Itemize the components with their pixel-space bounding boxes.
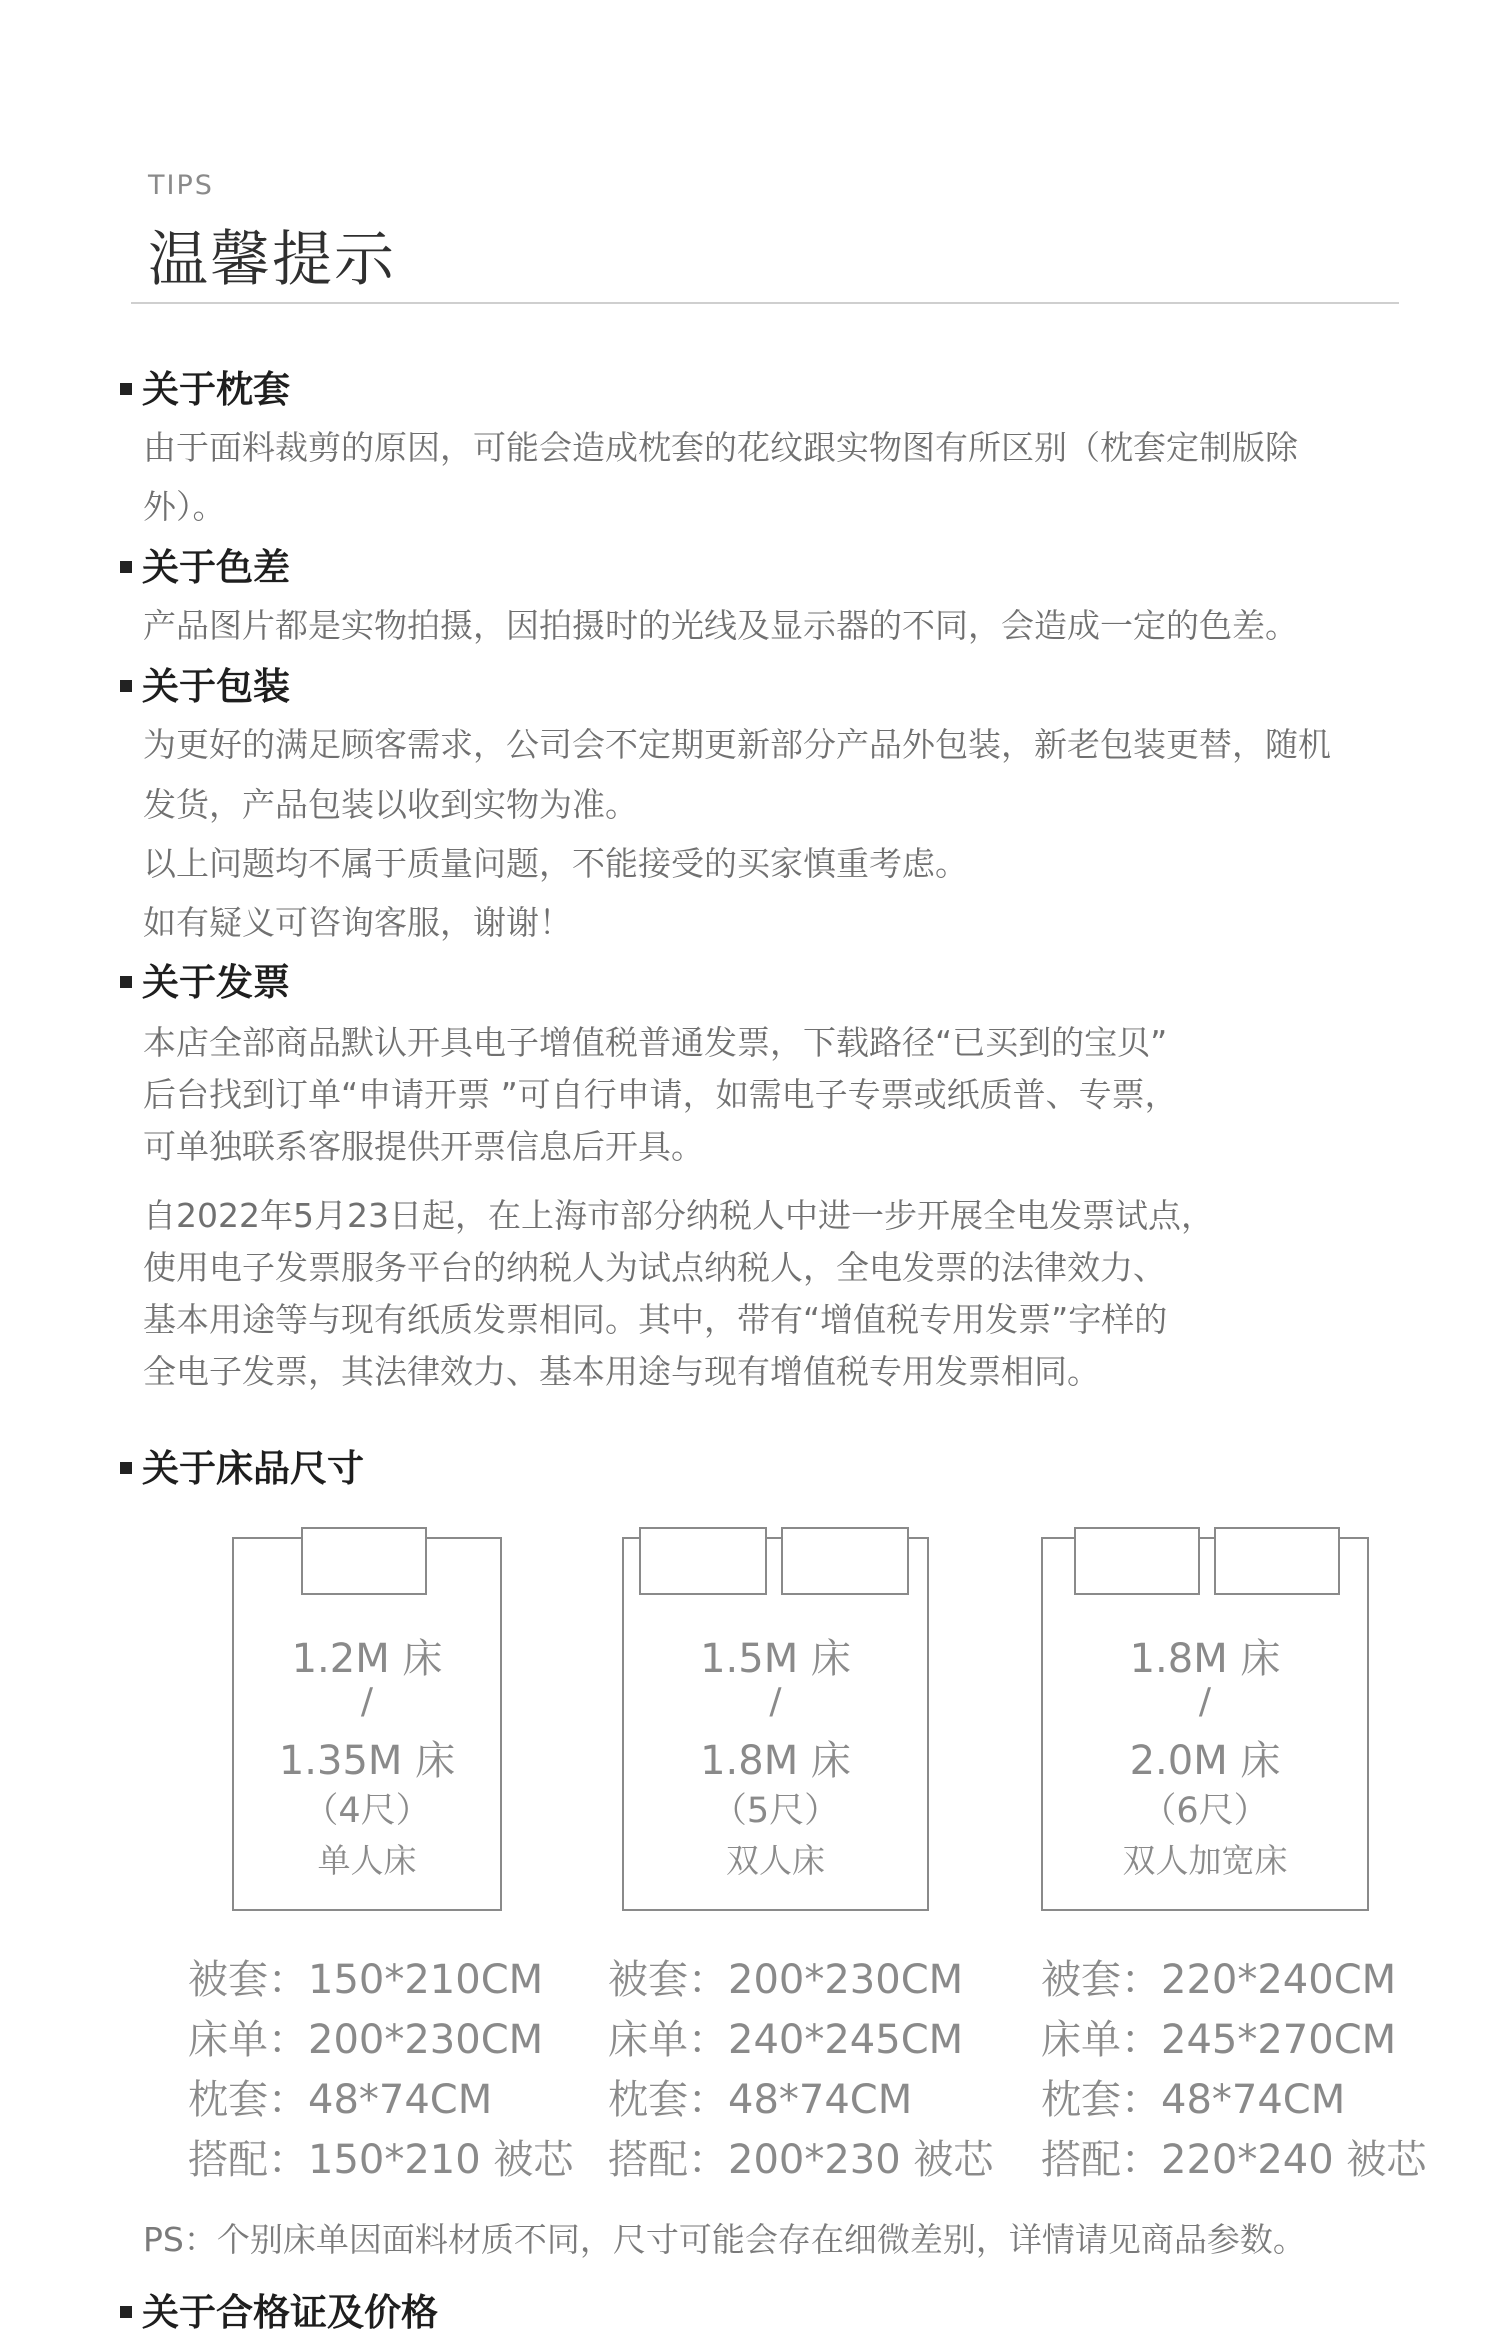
spec-wide-pillowcase: 枕套：48*74CM xyxy=(1041,2077,1346,2123)
spec-double-match: 搭配：200*230 被芯 xyxy=(608,2137,994,2183)
bed-type: 双人床 xyxy=(726,1841,825,1880)
spec-wide-sheet: 床单：245*270CM xyxy=(1041,2017,1397,2063)
bed-size-secondary: 2.0M 床 xyxy=(1129,1738,1281,1784)
spec-double-duvet: 被套：200*230CM xyxy=(608,1957,964,2003)
invoice-line-6: 基本用途等与现有纸质发票相同。其中，带有“增值税专用发票”字样的 xyxy=(143,1300,1168,1339)
spec-single-duvet: 被套：150*210CM xyxy=(188,1957,544,2003)
bed-size-primary: 1.8M 床 xyxy=(1129,1636,1281,1682)
bed-size-separator: / xyxy=(1198,1681,1212,1722)
bullet-icon xyxy=(120,383,132,395)
bed-diagram-double xyxy=(622,1537,929,1911)
spec-double-pillowcase: 枕套：48*74CM xyxy=(608,2077,913,2123)
title-divider xyxy=(131,302,1399,304)
packaging-line-4: 如有疑义可咨询客服，谢谢！ xyxy=(143,903,572,942)
heading-packaging: 关于包装 xyxy=(120,656,290,710)
pillowcase-line-2: 外）。 xyxy=(143,487,226,526)
bed-diagram-single xyxy=(232,1537,502,1911)
pillow-icon xyxy=(1214,1527,1340,1595)
bullet-icon xyxy=(120,1462,132,1474)
spec-single-sheet: 床单：200*230CM xyxy=(188,2017,544,2063)
bullet-icon xyxy=(120,2306,132,2318)
pillow-icon xyxy=(301,1527,427,1595)
invoice-line-2: 后台找到订单“申请开票 ”可自行申请，如需电子专票或纸质普、专票， xyxy=(143,1075,1178,1114)
heading-certificate: 关于合格证及价格 xyxy=(120,2282,438,2336)
heading-pillowcase: 关于枕套 xyxy=(120,359,290,413)
packaging-line-3: 以上问题均不属于质量问题，不能接受的买家慎重考虑。 xyxy=(143,844,968,883)
packaging-line-1: 为更好的满足顾客需求，公司会不定期更新部分产品外包装，新老包装更替，随机 xyxy=(143,725,1331,764)
pillow-icon xyxy=(1074,1527,1200,1595)
bed-size-chi: （5尺） xyxy=(711,1791,840,1831)
invoice-line-4: 自2022年5月23日起，在上海市部分纳税人中进一步开展全电发票试点， xyxy=(143,1196,1214,1235)
bullet-icon xyxy=(120,680,132,692)
heading-invoice: 关于发票 xyxy=(120,952,290,1006)
bed-size-separator: / xyxy=(769,1681,782,1722)
bed-size-secondary: 1.8M 床 xyxy=(700,1738,851,1784)
bed-type: 双人加宽床 xyxy=(1122,1841,1288,1880)
pillow-icon xyxy=(639,1527,767,1595)
invoice-line-1: 本店全部商品默认开具电子增值税普通发票，下载路径“已买到的宝贝” xyxy=(143,1023,1168,1062)
bed-size-primary: 1.5M 床 xyxy=(700,1636,851,1682)
bed-diagram-wide xyxy=(1041,1537,1369,1911)
page-title: 温馨提示 xyxy=(148,225,396,295)
tips-label: TIPS xyxy=(148,170,214,201)
pillow-icon xyxy=(781,1527,909,1595)
packaging-line-2: 发货，产品包装以收到实物为准。 xyxy=(143,785,638,824)
spec-single-match: 搭配：150*210 被芯 xyxy=(188,2137,574,2183)
bed-size-chi: （4尺） xyxy=(303,1791,431,1831)
spec-wide-duvet: 被套：220*240CM xyxy=(1041,1957,1397,2003)
bedsize-ps-note: PS：个别床单因面料材质不同，尺寸可能会存在细微差别，详情请见商品参数。 xyxy=(143,2220,1306,2259)
invoice-line-3: 可单独联系客服提供开票信息后开具。 xyxy=(143,1127,704,1166)
spec-single-pillowcase: 枕套：48*74CM xyxy=(188,2077,493,2123)
bed-type: 单人床 xyxy=(317,1841,417,1880)
bullet-icon xyxy=(120,561,132,573)
pillowcase-line-1: 由于面料裁剪的原因，可能会造成枕套的花纹跟实物图有所区别（枕套定制版除 xyxy=(143,428,1298,467)
invoice-line-7: 全电子发票，其法律效力、基本用途与现有增值税专用发票相同。 xyxy=(143,1352,1100,1391)
bullet-icon xyxy=(120,976,132,988)
invoice-line-5: 使用电子发票服务平台的纳税人为试点纳税人，全电发票的法律效力、 xyxy=(143,1248,1166,1287)
heading-bedsize: 关于床品尺寸 xyxy=(120,1438,364,1492)
spec-double-sheet: 床单：240*245CM xyxy=(608,2017,964,2063)
heading-color: 关于色差 xyxy=(120,537,290,591)
color-line-1: 产品图片都是实物拍摄，因拍摄时的光线及显示器的不同，会造成一定的色差。 xyxy=(143,606,1298,645)
bed-size-primary: 1.2M 床 xyxy=(291,1636,443,1682)
bed-size-secondary: 1.35M 床 xyxy=(278,1738,456,1784)
bed-size-chi: （6尺） xyxy=(1141,1791,1269,1831)
bed-size-separator: / xyxy=(360,1681,374,1722)
spec-wide-match: 搭配：220*240 被芯 xyxy=(1041,2137,1427,2183)
